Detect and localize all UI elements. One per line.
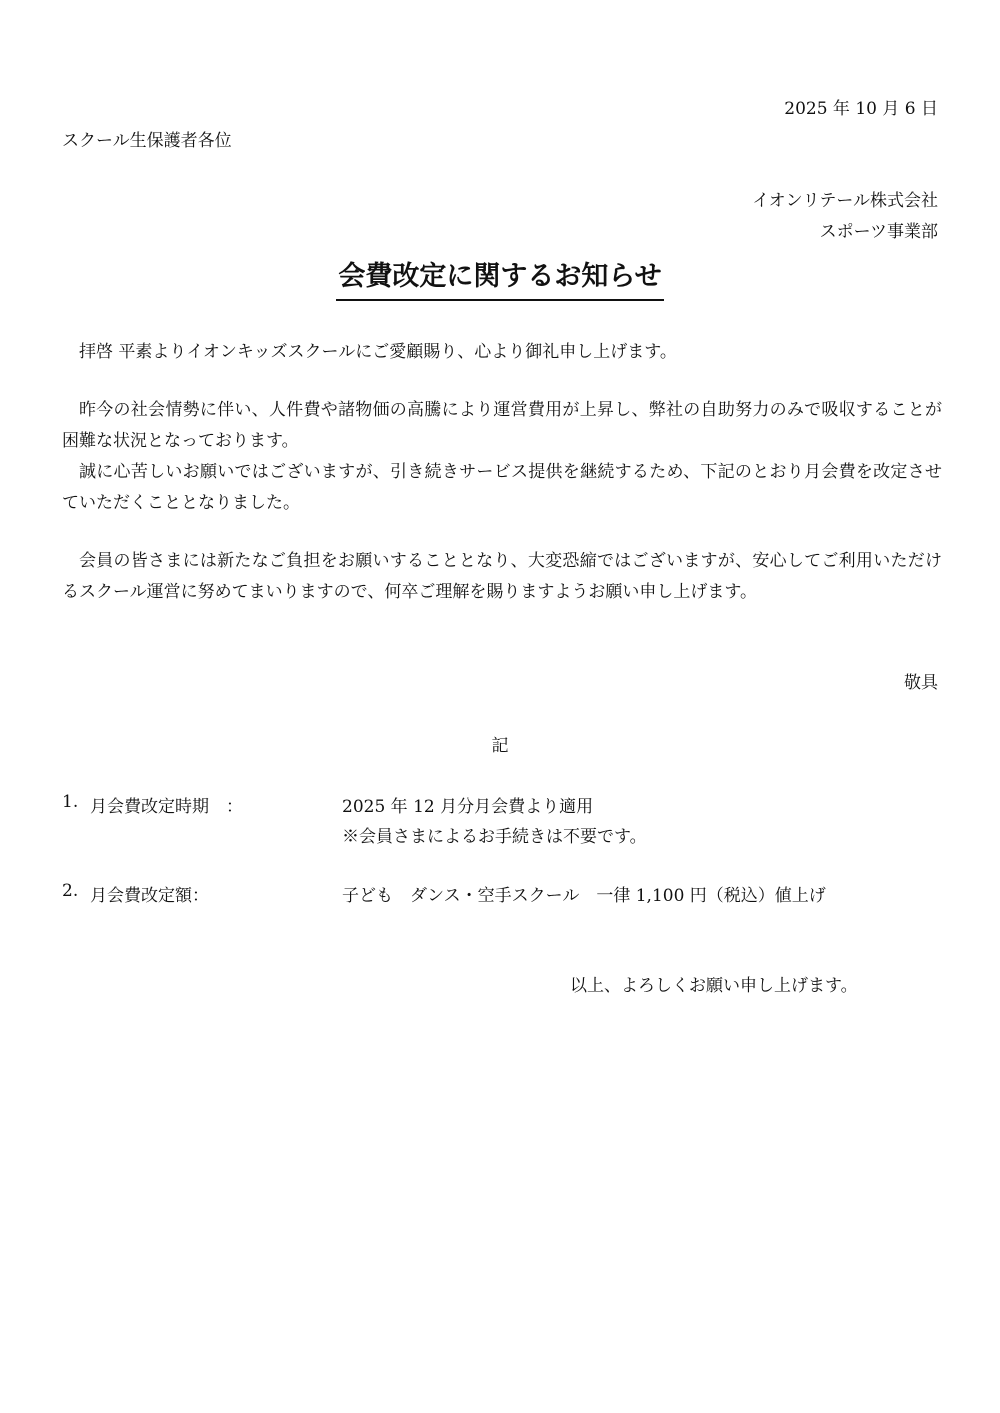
item-1-number: 1. <box>62 792 79 812</box>
item-1-note: ※会員さまによるお手続きは不要です。 <box>342 827 647 847</box>
company-name: イオンリテール株式会社 <box>752 191 938 211</box>
page-title <box>0 254 1000 301</box>
paragraph-1: 昨今の社会情勢に伴い、人件費や諸物価の高騰により運営費用が上昇し、弊社の自助努力のみで吸収することが困難な状況となっております。 <box>62 400 942 451</box>
department-name: スポーツ事業部 <box>819 222 938 242</box>
greeting-paragraph: 拝啓 平素よりイオンキッズスクールにご愛顧賜り、心より御礼申し上げます。 <box>79 342 677 362</box>
ki-heading: 記 <box>491 736 509 756</box>
document-date: 2025 年 10 月 6 日 <box>784 99 938 119</box>
item-1-label: 月会費改定時期 ： <box>90 797 243 817</box>
recipient: スクール生保護者各位 <box>62 131 232 151</box>
item-2-value: 子ども ダンス・空手スクール 一律 1,100 円（税込）値上げ <box>342 886 826 906</box>
final-remark: 以上、よろしくお願い申し上げます。 <box>570 976 858 996</box>
item-2-number: 2. <box>62 881 79 901</box>
paragraph-3: 会員の皆さまには新たなご負担をお願いすることとなり、大変恐縮ではございますが、安心してご利用いただけるスクール運営に努めてまいりますので、何卒ご理解を賜りますようお願い申し上げます。 <box>62 551 942 602</box>
item-1-value: 2025 年 12 月分月会費より適用 <box>342 797 594 817</box>
page-title-text: 会費改定に関するお知らせ <box>336 254 663 301</box>
closing-keigu: 敬具 <box>904 673 938 693</box>
item-2-label: 月会費改定額： <box>90 886 209 906</box>
paragraph-2: 誠に心苦しいお願いではございますが、引き続きサービス提供を継続するため、下記のとおり月会費を改定させていただくこととなりました。 <box>62 462 942 513</box>
